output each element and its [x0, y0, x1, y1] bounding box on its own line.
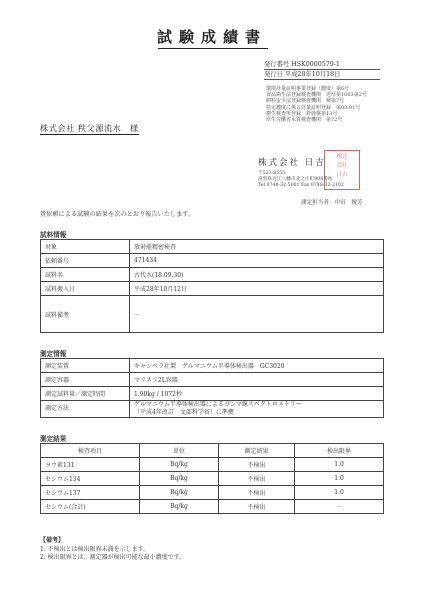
issue-box	[264, 60, 380, 80]
row-label: 測定容器	[41, 373, 130, 387]
notes	[40, 537, 185, 563]
registration-item: 特定濃度に係る計量証明登録 第03-01号	[266, 104, 361, 111]
row-value	[130, 401, 384, 418]
row-value: 放射能精密検査	[130, 240, 384, 254]
row-label: 試料搬入日	[41, 282, 130, 296]
table-row	[41, 282, 384, 296]
table-row	[41, 401, 384, 418]
section-sample-info: 試料情報	[40, 231, 67, 239]
method-line-1: ゲルマニウム半導体検出器によるガンマ線スペクトロメトリー	[134, 401, 302, 408]
section-measure-info: 測定情報	[40, 350, 67, 358]
company-name: 株式会社 日吉	[258, 158, 326, 168]
issue-date-label: 発行日	[264, 71, 283, 78]
cell-item: セシウム137	[41, 486, 140, 500]
cell-result: 不検出	[219, 458, 295, 472]
table-row	[41, 472, 384, 486]
registration-item: 厚生労働省水質検査機関 第72号	[266, 117, 343, 124]
cell-unit: Bq/kg	[140, 472, 219, 486]
table-row	[41, 387, 384, 401]
issue-number: HSK0000579-1	[291, 61, 340, 68]
table-row	[41, 268, 384, 282]
row-label: 依頼番号	[41, 254, 130, 268]
header-unit: 単位	[140, 444, 219, 458]
method-line-2: （平成4年改訂 文部科学省）に準拠	[134, 409, 234, 416]
company-seal-stamp: 株式 会社 日吉	[324, 150, 360, 190]
registration-item: 衛生検査所登録 鈴鹿検第13号	[266, 110, 338, 117]
measurer: 測定担当者：中田 俊芳	[301, 200, 363, 206]
cell-limit: 1.0	[295, 458, 384, 472]
cell-result: 不検出	[219, 486, 295, 500]
cell-result: 不検出	[219, 500, 295, 514]
row-value: キャンベラ社製 ゲルマニウム半導体検出器 GC3020	[130, 359, 384, 373]
cell-item: ヨウ素131	[41, 458, 140, 472]
cell-limit: 1.0	[295, 472, 384, 486]
row-label: 測定装置	[41, 359, 130, 373]
company-address: 滋賀県近江八幡市北之庄町908番地	[258, 177, 333, 182]
company-postal: 〒523-8555	[258, 171, 286, 176]
row-label: 測定方法	[41, 401, 130, 418]
row-value: 平成28年10月12日	[130, 282, 384, 296]
issue-number-label: 発行番号	[264, 61, 290, 68]
row-label: 測定試料量／測定時間	[41, 387, 130, 401]
table-row	[41, 486, 384, 500]
registration-list	[266, 86, 367, 123]
row-label: 試料名	[41, 268, 130, 282]
table-header-row	[41, 444, 384, 458]
cell-unit: Bq/kg	[140, 486, 219, 500]
document-title: 試験成績書	[156, 28, 267, 46]
section-results: 測定結果	[40, 435, 67, 443]
company-contact	[258, 171, 344, 189]
registration-item: 環境計量証明事業登録（濃度）第6号	[266, 86, 350, 92]
note-item: 1. 不検出とは検出限界未満を示します。	[40, 545, 150, 553]
sample-info-table	[40, 239, 384, 333]
table-row	[41, 240, 384, 254]
row-value: 古代水(18.09.30)	[130, 268, 384, 282]
table-row	[41, 500, 384, 514]
header-limit: 検出限界	[295, 444, 384, 458]
title-underline	[158, 48, 268, 49]
cell-result: 不検出	[219, 472, 295, 486]
cell-unit: Bq/kg	[140, 458, 219, 472]
row-label: 試料備考	[41, 296, 130, 333]
cell-unit: Bq/kg	[140, 500, 219, 514]
registration-item: 飼料安全法登録検査機関 検第7号	[266, 98, 345, 105]
intro-text: 貴依頼による試験の結果を次のとおり報告いたします。	[40, 211, 195, 218]
cell-limit: 1.0	[295, 486, 384, 500]
company-tel: Tel 0748-32-5001 Fax 0748-32-3102	[258, 183, 344, 188]
results-table	[40, 443, 384, 514]
table-row	[41, 458, 384, 472]
cell-item: セシウム134	[41, 472, 140, 486]
row-value: 1.90kg / 1072秒	[130, 387, 384, 401]
table-row	[41, 359, 384, 373]
cell-limit: －	[295, 500, 384, 514]
issue-date: 平成28年10月18日	[284, 71, 341, 78]
client-name: 株式会社 秩父源流水 様	[40, 124, 139, 135]
cell-item: セシウム(合計)	[41, 500, 140, 514]
row-value: 471434	[130, 254, 384, 268]
header-result: 測定結果	[219, 444, 295, 458]
issue-number-row	[264, 60, 380, 70]
table-row	[41, 373, 384, 387]
table-row	[41, 296, 384, 333]
row-label: 対象	[41, 240, 130, 254]
measure-info-table	[40, 358, 384, 418]
issue-date-row	[264, 70, 380, 80]
registration-item: 食品衛生法登録検査機関 近厚第1003第2号	[266, 92, 367, 99]
row-value: －	[130, 296, 384, 333]
header-item: 検査項目	[41, 444, 140, 458]
table-row	[41, 254, 384, 268]
notes-heading: 【備考】	[40, 537, 65, 544]
note-item: 2. 検出限界とは、測定器が検出可能な最小濃度です。	[40, 554, 186, 561]
row-value: マリネリ2L容器	[130, 373, 384, 387]
